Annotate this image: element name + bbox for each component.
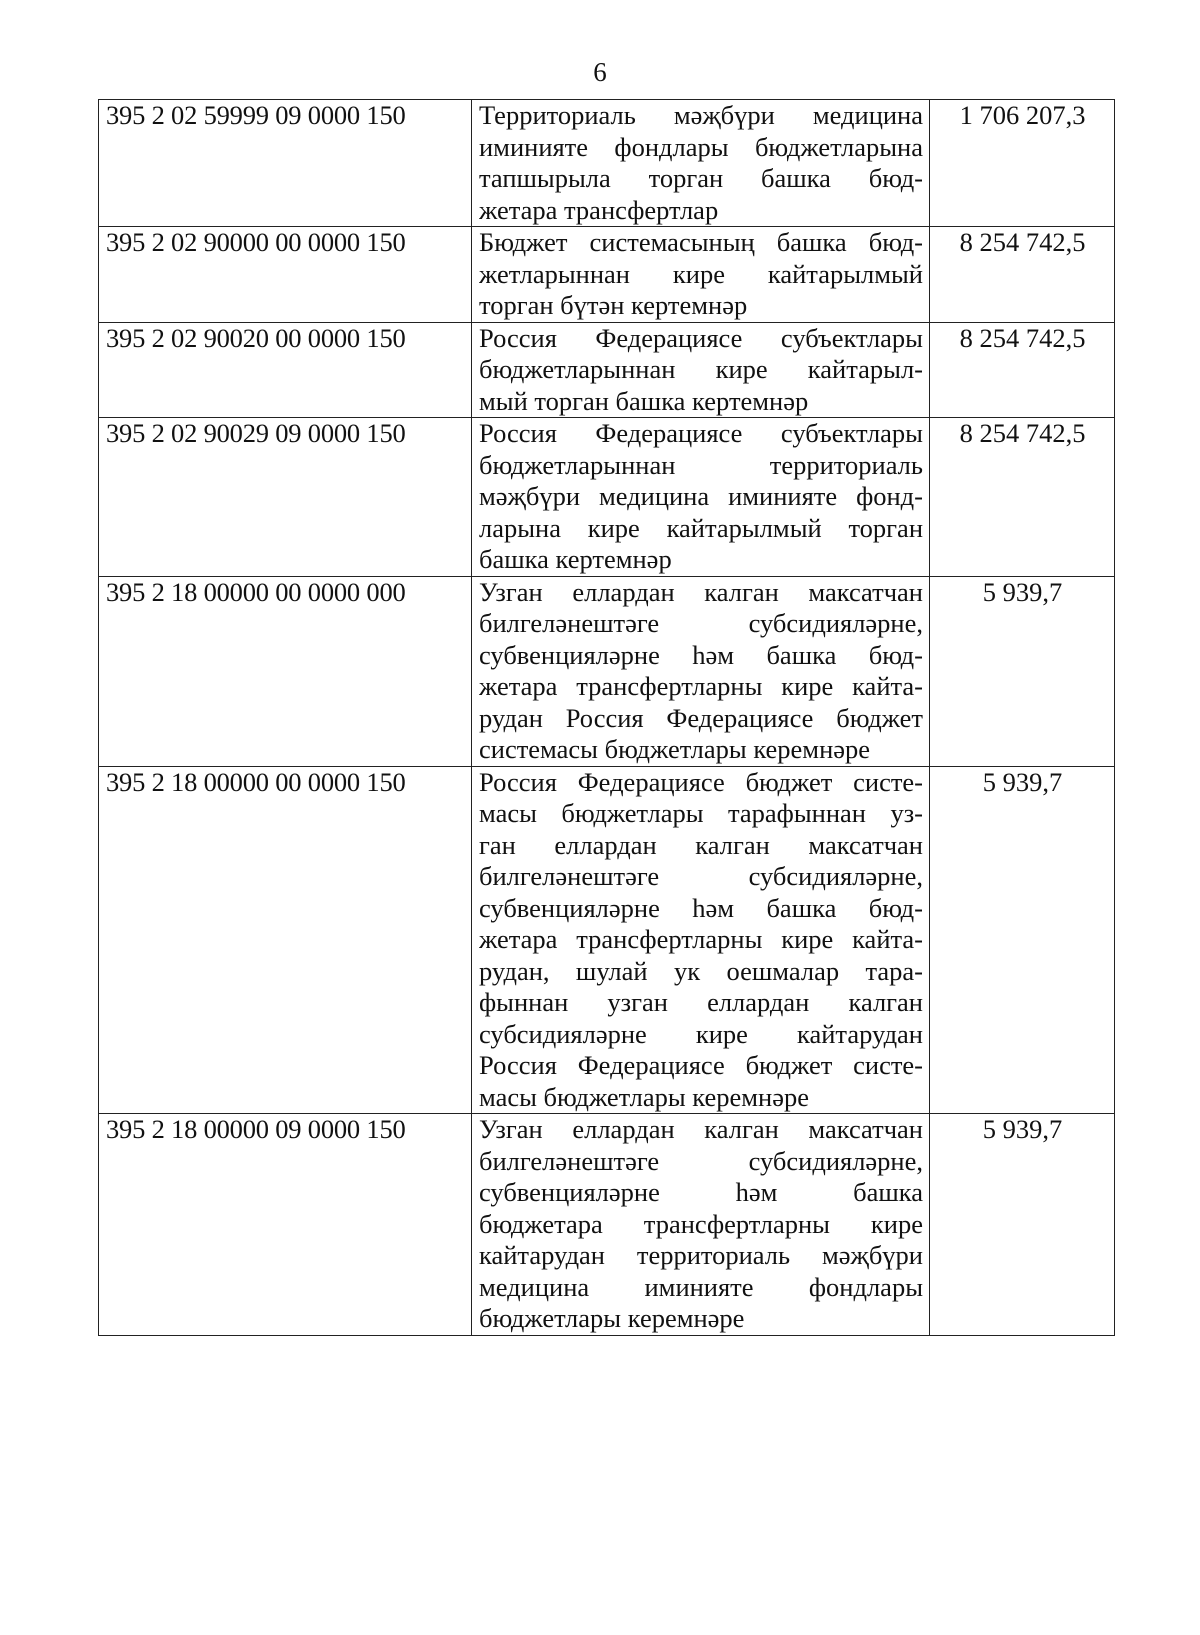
revenue-description (472, 1114, 930, 1336)
amount: 8 254 742,5 (930, 227, 1115, 323)
table-row (99, 418, 1115, 577)
amount: 8 254 742,5 (930, 418, 1115, 577)
revenue-description (472, 322, 930, 418)
description-line: Территориаль мәҗбүри медицина (479, 100, 923, 130)
description-line: масы бюджетлары керемнәре (479, 1081, 809, 1112)
description-line: Бюджет системасының башка бюд- (479, 227, 923, 257)
classification-code: 395 2 18 00000 00 0000 000 (99, 576, 472, 766)
description-line: билгеләнештәге субсидияләрне, (479, 608, 923, 638)
description-line: мәҗбүри медицина иминияте фонд- (479, 481, 923, 511)
description-line: ган еллардан калган максатчан (479, 829, 923, 860)
description-line: билгеләнештәге субсидияләрне, (479, 1145, 923, 1176)
description-line: Россия Федерациясе субъектлары (479, 322, 923, 353)
description-line: Россия Федерациясе бюджет систе- (479, 766, 923, 797)
classification-code: 395 2 02 90000 00 0000 150 (99, 227, 472, 323)
description-line: Узган еллардан калган максатчан (479, 1114, 923, 1144)
amount: 8 254 742,5 (930, 322, 1115, 418)
description-line: жетларыннан кире кайтарылмый (479, 258, 923, 289)
description-line: рудан Россия Федерациясе бюджет (479, 702, 923, 733)
description-line: субвенцияләрне һәм башка (479, 1177, 923, 1207)
table-row (99, 576, 1115, 766)
classification-code: 395 2 02 59999 09 0000 150 (99, 100, 472, 227)
classification-code: 395 2 02 90020 00 0000 150 (99, 322, 472, 418)
table-row (99, 227, 1115, 323)
amount: 5 939,7 (930, 576, 1115, 766)
description-line: бюджетлары керемнәре (479, 1303, 745, 1333)
description-line: системасы бюджетлары керемнәре (479, 734, 871, 764)
description-line: тапшырыла торган башка бюд- (479, 163, 923, 193)
amount: 5 939,7 (930, 1114, 1115, 1336)
table-row (99, 100, 1115, 227)
description-line: субвенцияләрне һәм башка бюд- (479, 639, 923, 670)
amount: 5 939,7 (930, 766, 1115, 1114)
description-line: кайтарудан территориаль мәҗбүри (479, 1240, 923, 1270)
description-line: жетара трансфертларны кире кайта- (479, 671, 923, 701)
description-line: Россия Федерациясе бюджет систе- (479, 1050, 923, 1080)
table-row (99, 766, 1115, 1114)
description-line: субсидияләрне кире кайтарудан (479, 1018, 923, 1049)
description-line: фыннан узган еллардан калган (479, 987, 923, 1017)
table-row (99, 1114, 1115, 1336)
description-line: Россия Федерациясе субъектлары (479, 418, 923, 448)
classification-code: 395 2 02 90029 09 0000 150 (99, 418, 472, 577)
description-line: бюджетларыннан кире кайтарыл- (479, 354, 923, 384)
description-line: субвенцияләрне һәм башка бюд- (479, 892, 923, 923)
revenue-description (472, 418, 930, 577)
description-line: билгеләнештәге субсидияләрне, (479, 861, 923, 891)
revenue-description (472, 766, 930, 1114)
table-row (99, 322, 1115, 418)
revenue-description (472, 576, 930, 766)
description-line: ларына кире кайтарылмый торган (479, 512, 923, 543)
description-line: жетара трансфертларны кире кайта- (479, 924, 923, 954)
description-line: бюджетара трансфертларны кире (479, 1208, 923, 1239)
description-line: иминияте фондлары бюджетларына (479, 131, 923, 162)
description-line: торган бүтән кертемнәр (479, 290, 748, 320)
description-line: медицина иминияте фондлары (479, 1271, 923, 1302)
description-line: масы бюджетлары тарафыннан уз- (479, 798, 923, 828)
description-line: мый торган башка кертемнәр (479, 385, 809, 416)
description-line: бюджетларыннан территориаль (479, 449, 923, 480)
description-line: жетара трансфертлар (479, 194, 719, 225)
description-line: рудан, шулай ук оешмалар тара- (479, 955, 923, 986)
amount: 1 706 207,3 (930, 100, 1115, 227)
page-number: 6 (593, 57, 607, 87)
description-line: башка кертемнәр (479, 544, 672, 574)
revenue-description (472, 227, 930, 323)
budget-revenue-table (98, 99, 1115, 1336)
classification-code: 395 2 18 00000 09 0000 150 (99, 1114, 472, 1336)
classification-code: 395 2 18 00000 00 0000 150 (99, 766, 472, 1114)
revenue-description (472, 100, 930, 227)
description-line: Узган еллардан калган максатчан (479, 576, 923, 607)
